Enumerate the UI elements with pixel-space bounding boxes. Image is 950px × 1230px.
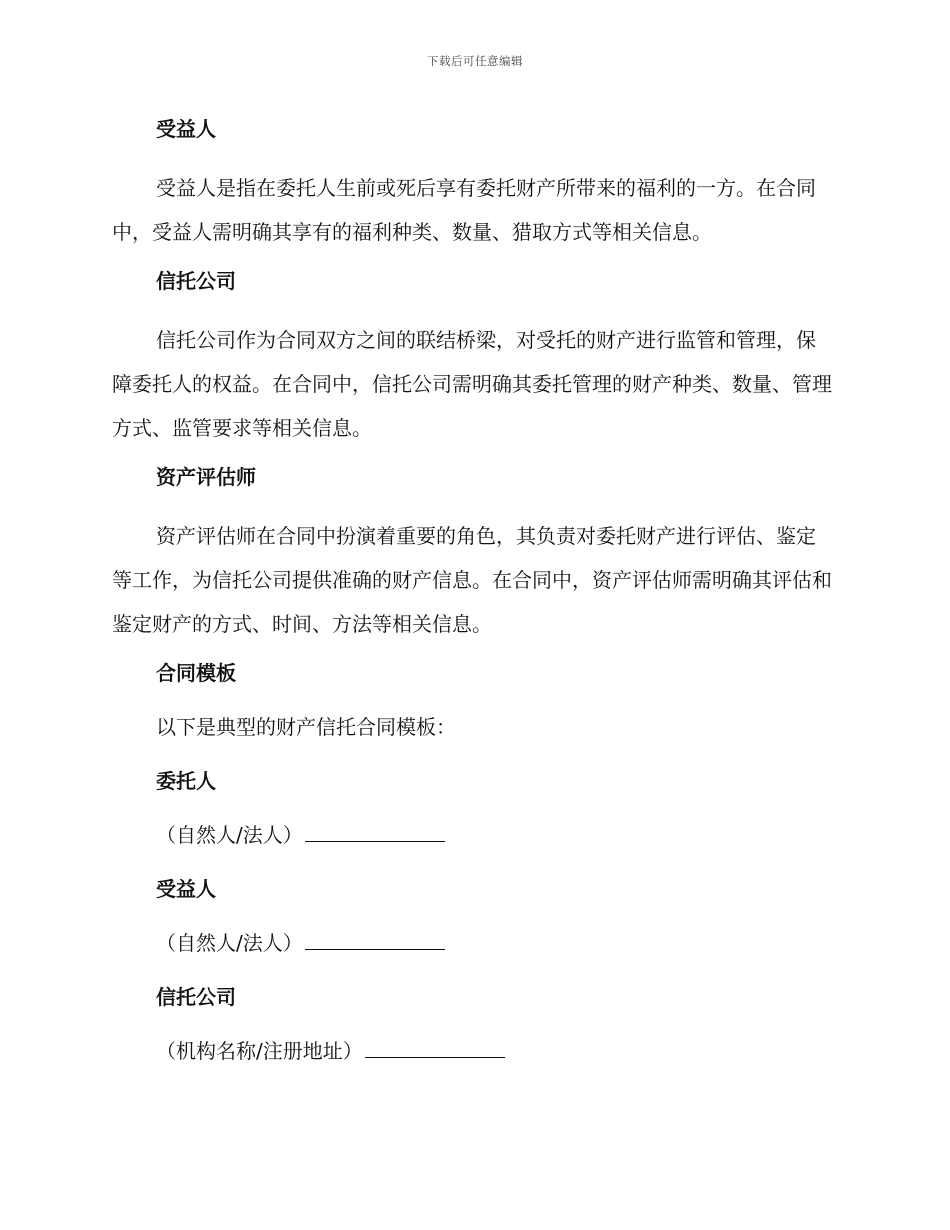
section-text-appraiser: 资产评估师在合同中扮演着重要的角色，其负责对委托财产进行评估、鉴定等工作，为信托公司提供准确的财产信息。在合同中，资产评估师需明确其评估和鉴定财产的方式、时间、方法等相关信息。 — [112, 524, 832, 636]
page-header-note: 下载后可任意编辑 — [427, 54, 523, 68]
section-heading-template: 合同模板 — [156, 661, 236, 685]
section-text-beneficiary: 受益人是指在委托人生前或死后享有委托财产所带来的福利的一方。在合同中，受益人需明确其享有的福利种类、数量、猎取方式等相关信息。 — [112, 176, 816, 244]
form-field-trustor — [156, 818, 832, 852]
form-label-trust-company: （机构名称/注册地址） — [156, 1039, 363, 1063]
form-field-beneficiary — [156, 926, 832, 960]
fill-in-blank — [305, 819, 445, 842]
section-heading-appraiser: 资产评估师 — [156, 465, 256, 489]
form-heading-beneficiary: 受益人 — [156, 877, 216, 901]
form-heading-trustor: 委托人 — [156, 769, 216, 793]
section-heading-trust-company: 信托公司 — [156, 269, 236, 293]
form-field-trust-company — [156, 1034, 832, 1068]
form-label-trustor: （自然人/法人） — [156, 823, 303, 847]
section-heading-beneficiary: 受益人 — [156, 117, 216, 141]
fill-in-blank — [365, 1035, 505, 1058]
document-body — [112, 112, 832, 1088]
form-label-beneficiary: （自然人/法人） — [156, 931, 303, 955]
fill-in-blank — [305, 927, 445, 950]
form-heading-trust-company: 信托公司 — [156, 985, 236, 1009]
section-text-trust-company: 信托公司作为合同双方之间的联结桥梁，对受托的财产进行监管和管理，保障委托人的权益。在合同中，信托公司需明确其委托管理的财产种类、数量、管理方式、监管要求等相关信息。 — [112, 328, 832, 440]
template-intro: 以下是典型的财产信托合同模板： — [156, 715, 456, 739]
